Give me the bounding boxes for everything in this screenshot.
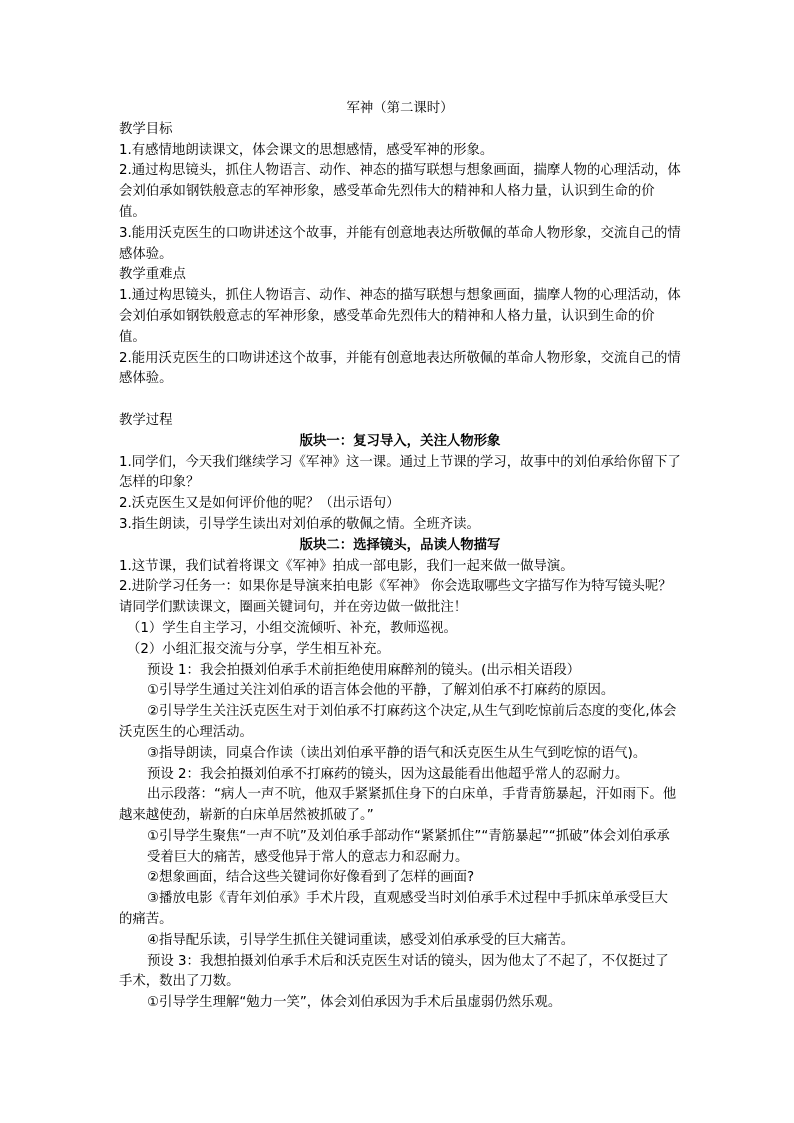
block2-step: （1）学生自主学习，小组交流倾听、补充，教师巡视。	[127, 620, 457, 636]
key-points-heading: 教学重难点	[119, 267, 186, 283]
blank-line	[119, 390, 681, 411]
goals-heading: 教学目标	[119, 121, 173, 137]
preset-1-guide: ①引导学生通过关注刘伯承的语言体会他的平静，了解刘伯承不打麻药的原因。	[147, 683, 615, 699]
key-point-item: 1.通过构思镜头，抓住人物语言、动作、神态的描写联想与想象画面，揣摩人物的心理活动，体会刘伯承如钢铁般意志的军神形象，感受革命先烈伟大的精神和人格力量，认识到生命的价值。	[119, 288, 681, 345]
block2-heading: 版块二：选择镜头，品读人物描写	[299, 537, 501, 553]
block1-item: 2.沃克医生又是如何评价他的呢？（出示语句）	[119, 496, 400, 512]
preset-1-guide: ③指导朗读，同桌合作读（读出刘伯承平静的语气和沃克医生从生气到吃惊的语气)。	[147, 745, 647, 761]
preset-2: 预设 2：我会拍摄刘伯承不打麻药的镜头，因为这最能看出他超乎常人的忍耐力。	[147, 766, 629, 782]
preset-1-guide: ②引导学生关注沃克医生对于刘伯承不打麻药这个决定,从生气到吃惊前后态度的变化,体会沃克医生的心理活动。	[119, 704, 677, 740]
block2-intro: 2.进阶学习任务一：如果你是导演来拍电影《军神》 你会选取哪些文字描写作为特写镜头呢？请同学们默读课文，圈画关键词句，并在旁边做一做批注！	[119, 579, 672, 616]
goal-item: 2.通过构思镜头，抓住人物语言、动作、神态的描写联想与想象画面，揣摩人物的心理活动，体会刘伯承如钢铁般意志的军神形象，感受革命先烈伟大的精神和人格力量，认识到生命的价值。	[119, 163, 681, 220]
block2-step: （2）小组汇报交流与分享，学生相互补充。	[127, 641, 390, 657]
block1-item: 3.指生朗读，引导学生读出对刘伯承的敬佩之情。全班齐读。	[119, 516, 480, 532]
preset-2-guide: ①引导学生聚焦“一声不吭”及刘伯承手部动作“紧紧抓住”“青筋暴起”“抓破”体会刘伯承承受着巨大的痛苦，感受他异于常人的意志力和忍耐力。	[147, 828, 670, 865]
document-page	[119, 99, 681, 1014]
goal-item: 1.有感情地朗读课文，体会课文的思想感情，感受军神的形象。	[119, 142, 494, 158]
preset-3-guide: ①引导学生理解“勉力一笑”，体会刘伯承因为手术后虽虚弱仍然乐观。	[147, 995, 562, 1011]
quoted-passage: 出示段落：“病人一声不吭，他双手紧紧抓住身下的白床单，手背青筋暴起，汗如雨下。他越来越使劲，崭新的白床单居然被抓破了。”	[119, 787, 677, 824]
process-heading: 教学过程	[119, 412, 173, 428]
document-title: 军神（第二课时）	[346, 101, 454, 116]
preset-2-guide: ②想象画面，结合这些关键词你好像看到了怎样的画面?	[147, 870, 475, 886]
block2-intro: 1.这节课，我们试着将课文《军神》拍成一部电影，我们一起来做一做导演。	[119, 558, 574, 574]
block1-heading: 版块一：复习导入，关注人物形象	[299, 433, 501, 449]
block1-item: 1.同学们，今天我们继续学习《军神》这一课。通过上节课的学习，故事中的刘伯承给你留下了怎样的印象？	[119, 454, 681, 491]
preset-2-guide: ③播放电影《青年刘伯承》手术片段，直观感受当时刘伯承手术过程中手抓床单承受巨大的痛苦。	[119, 891, 668, 928]
preset-3: 预设 3：我想拍摄刘伯承手术后和沃克医生对话的镜头，因为他太了不起了，不仅挺过了手术，数出了刀数。	[119, 953, 669, 990]
preset-2-guide: ④指导配乐读，引导学生抓住关键词重读，感受刘伯承承受的巨大痛苦。	[147, 932, 575, 948]
preset-1: 预设 1：我会拍摄刘伯承手术前拒绝使用麻醉剂的镜头。(出示相关语段）	[147, 662, 581, 678]
key-point-item: 2.能用沃克医生的口吻讲述这个故事，并能有创意地表达所敬佩的革命人物形象，交流自己的情感体验。	[119, 350, 681, 387]
goal-item: 3.能用沃克医生的口吻讲述这个故事，并能有创意地表达所敬佩的革命人物形象，交流自己的情感体验。	[119, 225, 681, 262]
